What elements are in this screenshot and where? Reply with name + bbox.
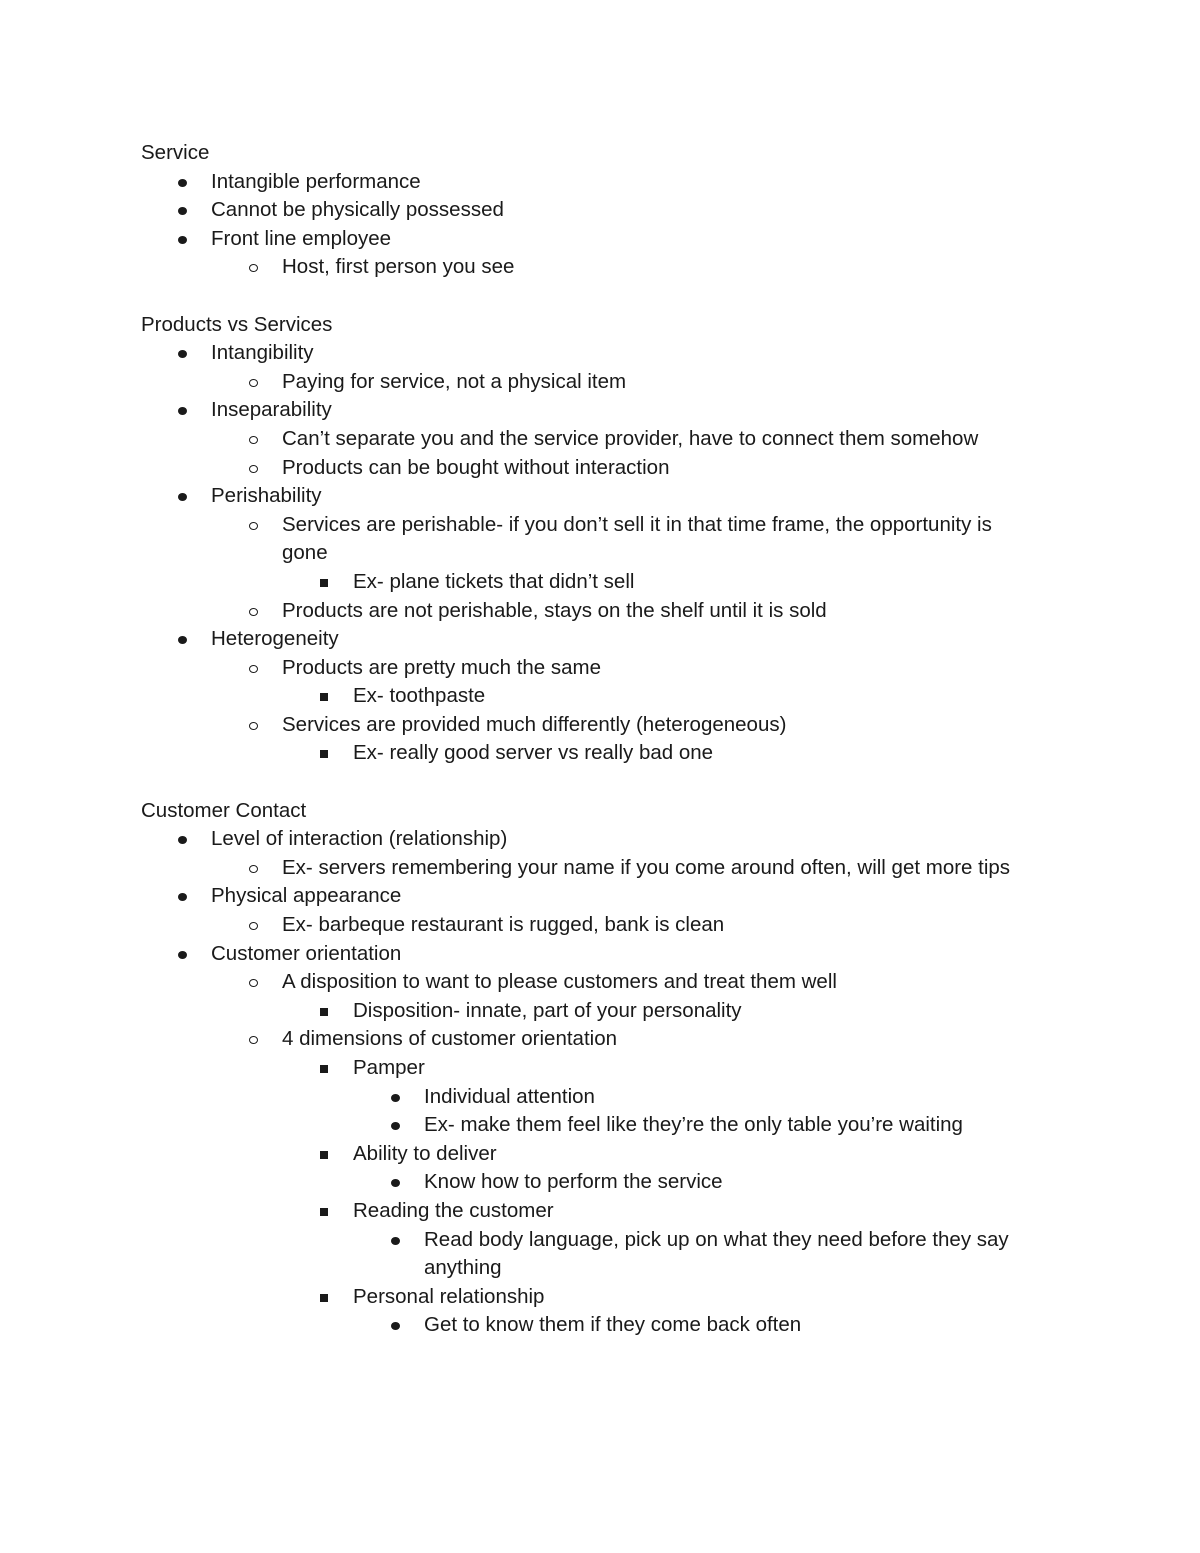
- list-item: [282, 854, 1061, 883]
- list-item-text: Inseparability: [211, 398, 332, 422]
- list-item: [211, 396, 1061, 425]
- list-item: [353, 568, 1061, 597]
- list-item: [353, 1283, 1061, 1312]
- list-item-text: Ex- make them feel like they’re the only table you’re waiting: [424, 1113, 963, 1137]
- list-item: [211, 882, 1061, 911]
- circle-bullet-icon: [249, 465, 258, 473]
- list-item: [211, 168, 1061, 197]
- list-item-continuation: [424, 1254, 1061, 1283]
- list-item: [424, 1226, 1061, 1255]
- list-item: [424, 1168, 1061, 1197]
- square-bullet-icon: [320, 579, 328, 587]
- list-item: [211, 825, 1061, 854]
- circle-bullet-icon: [249, 436, 258, 444]
- circle-bullet-icon: [249, 522, 258, 530]
- section-heading: Customer Contact: [141, 798, 307, 822]
- square-bullet-icon: [320, 1008, 328, 1016]
- list-item: [282, 511, 1061, 540]
- list-item-text: Can’t separate you and the service provider, have to connect them somehow: [282, 426, 979, 450]
- disc-bullet-icon: [178, 407, 187, 415]
- list-item: [211, 225, 1061, 254]
- section-spacer: [141, 282, 1061, 311]
- list-item: [282, 968, 1061, 997]
- list-item: [282, 597, 1061, 626]
- list-item: [353, 1140, 1061, 1169]
- circle-bullet-icon: [249, 608, 258, 616]
- disc-bullet-icon: [178, 493, 187, 501]
- list-item: [353, 739, 1061, 768]
- list-item-text: Host, first person you see: [282, 255, 515, 279]
- list-item-continuation: [282, 539, 1061, 568]
- list-item-text: Intangible performance: [211, 169, 421, 193]
- list-item-text: gone: [282, 541, 328, 565]
- square-bullet-icon: [320, 693, 328, 701]
- list-item: [282, 425, 1061, 454]
- list-item: [353, 997, 1061, 1026]
- disc-bullet-icon: [391, 1094, 400, 1102]
- list-item-text: Perishability: [211, 484, 322, 508]
- list-item: [211, 339, 1061, 368]
- list-item: [424, 1111, 1061, 1140]
- list-item-text: A disposition to want to please customers and treat them well: [282, 970, 837, 994]
- disc-bullet-icon: [178, 350, 187, 358]
- circle-bullet-icon: [249, 922, 258, 930]
- circle-bullet-icon: [249, 379, 258, 387]
- list-item-text: Know how to perform the service: [424, 1170, 723, 1194]
- section-spacer: [141, 768, 1061, 797]
- square-bullet-icon: [320, 1151, 328, 1159]
- section-heading: Service: [141, 141, 210, 164]
- square-bullet-icon: [320, 750, 328, 758]
- list-item: [353, 682, 1061, 711]
- list-item: [282, 368, 1061, 397]
- disc-bullet-icon: [178, 893, 187, 901]
- disc-bullet-icon: [391, 1322, 400, 1330]
- list-item-text: Front line employee: [211, 226, 392, 250]
- disc-bullet-icon: [178, 207, 187, 215]
- list-item-text: Get to know them if they come back often: [424, 1313, 802, 1337]
- disc-bullet-icon: [391, 1179, 400, 1187]
- circle-bullet-icon: [249, 1036, 258, 1044]
- list-item: [211, 940, 1061, 969]
- list-item-text: Physical appearance: [211, 884, 402, 908]
- list-item-text: Customer orientation: [211, 941, 402, 965]
- disc-bullet-icon: [178, 236, 187, 244]
- list-item-text: Ex- servers remembering your name if you come around often, will get more tips: [282, 855, 1011, 879]
- circle-bullet-icon: [249, 865, 258, 873]
- list-item-text: Ex- plane tickets that didn’t sell: [353, 569, 635, 593]
- list-item-text: 4 dimensions of customer orientation: [282, 1027, 618, 1051]
- list-item-text: Services are perishable- if you don’t sell it in that time frame, the opportunity is: [282, 512, 992, 536]
- document-body: [141, 139, 1061, 1340]
- list-item-text: Reading the customer: [353, 1198, 554, 1222]
- circle-bullet-icon: [249, 264, 258, 272]
- list-item: [211, 625, 1061, 654]
- list-item: [282, 911, 1061, 940]
- list-item-text: Heterogeneity: [211, 627, 339, 651]
- disc-bullet-icon: [178, 636, 187, 644]
- square-bullet-icon: [320, 1294, 328, 1302]
- list-item: [282, 711, 1061, 740]
- list-item-text: Read body language, pick up on what they need before they say: [424, 1227, 1009, 1251]
- section-heading: Products vs Services: [141, 312, 333, 336]
- list-item-text: Products can be bought without interaction: [282, 455, 670, 479]
- list-item: [353, 1054, 1061, 1083]
- disc-bullet-icon: [178, 179, 187, 187]
- list-item-text: Products are not perishable, stays on the shelf until it is sold: [282, 598, 827, 622]
- list-item-text: Ability to deliver: [353, 1141, 497, 1165]
- list-item: [282, 1025, 1061, 1054]
- list-item: [282, 253, 1061, 282]
- list-item-text: anything: [424, 1256, 502, 1280]
- list-item-text: Individual attention: [424, 1084, 595, 1108]
- list-item-text: Cannot be physically possessed: [211, 198, 504, 222]
- list-item: [424, 1083, 1061, 1112]
- list-item: [353, 1197, 1061, 1226]
- list-item: [282, 454, 1061, 483]
- disc-bullet-icon: [178, 836, 187, 844]
- list-item-text: Ex- barbeque restaurant is rugged, bank is clean: [282, 913, 725, 937]
- list-item-text: Intangibility: [211, 341, 314, 365]
- disc-bullet-icon: [178, 951, 187, 959]
- circle-bullet-icon: [249, 722, 258, 730]
- list-item-text: Level of interaction (relationship): [211, 827, 508, 851]
- list-item-text: Products are pretty much the same: [282, 655, 602, 679]
- circle-bullet-icon: [249, 665, 258, 673]
- square-bullet-icon: [320, 1208, 328, 1216]
- circle-bullet-icon: [249, 979, 258, 987]
- list-item-text: Paying for service, not a physical item: [282, 369, 627, 393]
- list-item-text: Services are provided much differently (heterogeneous): [282, 712, 787, 736]
- disc-bullet-icon: [391, 1122, 400, 1130]
- list-item: [424, 1311, 1061, 1340]
- list-item-text: Pamper: [353, 1056, 425, 1079]
- square-bullet-icon: [320, 1065, 328, 1073]
- list-item: [211, 482, 1061, 511]
- list-item-text: Ex- really good server vs really bad one: [353, 741, 714, 765]
- list-item-text: Ex- toothpaste: [353, 684, 486, 708]
- list-item: [282, 654, 1061, 683]
- list-item-text: Personal relationship: [353, 1284, 545, 1308]
- list-item: [211, 196, 1061, 225]
- disc-bullet-icon: [391, 1237, 400, 1245]
- list-item-text: Disposition- innate, part of your personality: [353, 998, 742, 1022]
